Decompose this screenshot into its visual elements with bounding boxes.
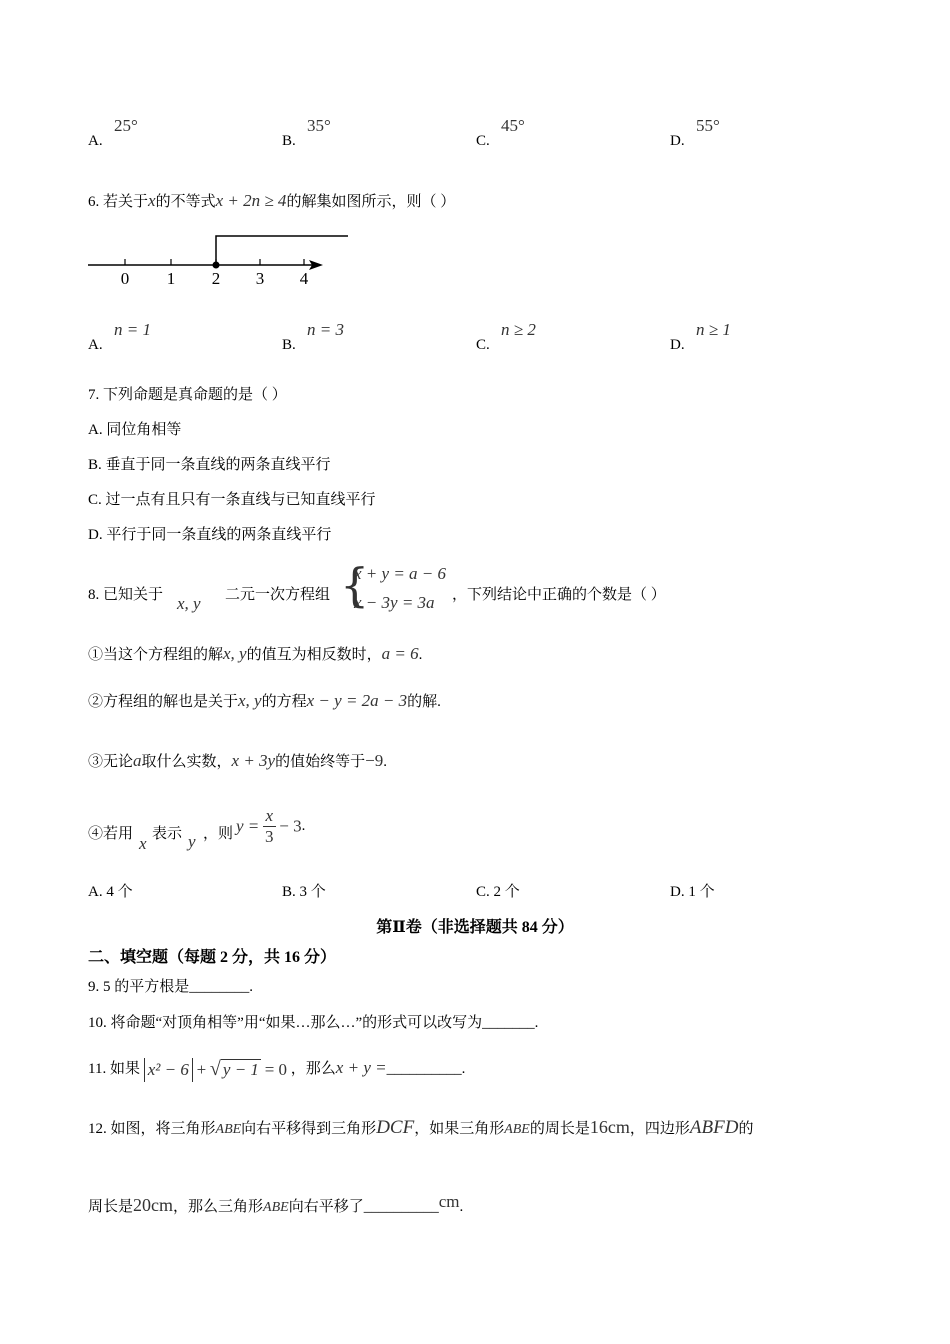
q6-stem xyxy=(88,190,455,211)
q6-prefix: 6. 若关于 xyxy=(88,194,149,210)
s3-expression: x + 3y xyxy=(231,751,276,770)
q6-number-line xyxy=(85,228,355,292)
q8-s4-y: y xyxy=(188,832,196,851)
q6-inequality: x + 2n ≥ 4 xyxy=(215,191,287,210)
q12-line-2 xyxy=(88,1192,463,1216)
q8-vars: x, y xyxy=(177,594,201,613)
q11-ask: x + y = xyxy=(335,1058,387,1077)
system-brace-icon: { xyxy=(340,558,370,612)
q11-plus: + xyxy=(196,1059,207,1079)
q12-line-1 xyxy=(88,1117,753,1139)
q12-perimeter-1: 16cm xyxy=(589,1117,630,1137)
s3-var: a xyxy=(133,751,142,770)
q8-s4-text-b: 表示 xyxy=(152,826,183,842)
q6-option-a-letter: A. xyxy=(88,337,103,353)
q12-l1-f: 的 xyxy=(738,1121,754,1137)
section2-title: 二、填空题（每题 2 分，共 16 分） xyxy=(88,949,337,966)
q8-s4-text-a: ④若用 xyxy=(88,826,134,842)
s3-text-a: ③无论 xyxy=(88,754,134,770)
q6-option-d-letter: D. xyxy=(670,337,685,353)
q5-option-c-value: 45° xyxy=(501,116,525,135)
tick-label-1: 1 xyxy=(166,269,176,288)
q6-option-c-letter: C. xyxy=(476,337,490,353)
q12-dcf: DCF xyxy=(376,1117,415,1138)
s4-rest: − 3 xyxy=(279,816,302,836)
q12-abe-2: ABE xyxy=(504,1122,530,1137)
q11-blank: __________. xyxy=(386,1061,466,1077)
q6-option-b-value: n = 3 xyxy=(307,320,344,339)
s2-text-b: 的方程 xyxy=(261,694,307,710)
q7-option-a: A. 同位角相等 xyxy=(88,422,182,438)
q6-mid: 的不等式 xyxy=(155,194,216,210)
s4-denominator: 3 xyxy=(265,827,274,846)
q8-option-c: C. 2 个 xyxy=(476,884,520,900)
s4-lhs: y = xyxy=(236,816,260,836)
s2-equation: x − y = 2a − 3 xyxy=(306,691,408,710)
tick-label-3: 3 xyxy=(255,269,265,288)
s3-text-c: 的值始终等于 xyxy=(275,754,366,770)
s3-value: −9 xyxy=(365,751,384,770)
q5-option-b-letter: B. xyxy=(282,133,296,149)
q12-l2-a: 周长是 xyxy=(88,1199,134,1215)
q12-abfd: ABFD xyxy=(689,1117,739,1138)
q12-l1-d: 的周长是 xyxy=(529,1121,590,1137)
tick-label-2: 2 xyxy=(211,269,221,288)
tick-label-4: 4 xyxy=(299,269,309,288)
q8-statement-1 xyxy=(88,643,422,664)
q8-statement-2 xyxy=(88,690,441,711)
q6-option-c-value: n ≥ 2 xyxy=(501,320,536,339)
q11-equals-zero: = 0 xyxy=(264,1059,288,1079)
s4-numerator: x xyxy=(263,806,276,827)
s2-text-c: 的解. xyxy=(407,694,441,710)
q8-equation-2: x − 3y = 3a xyxy=(354,593,435,612)
solution-set-bracket xyxy=(216,236,348,265)
s1-text-a: ①当这个方程组的解 xyxy=(88,647,224,663)
q6-suffix: 的解集如图所示，则（ ） xyxy=(286,194,456,210)
absolute-value: x² − 6 xyxy=(144,1058,193,1082)
q11 xyxy=(88,1057,465,1082)
q8-statement-3 xyxy=(88,750,387,771)
q8-option-d: D. 1 个 xyxy=(670,884,715,900)
q8-equation-1: x + y = a − 6 xyxy=(354,564,447,583)
s3-end: . xyxy=(383,754,387,770)
s1-text-b: 的值互为相反数时， xyxy=(246,647,382,663)
q12-abe-3: ABE xyxy=(263,1200,289,1215)
q5-option-c-letter: C. xyxy=(476,133,490,149)
solution-start-dot xyxy=(213,262,220,269)
part2-title: 第Ⅱ卷（非选择题共 84 分） xyxy=(376,919,574,936)
q7-option-d: D. 平行于同一条直线的两条直线平行 xyxy=(88,527,332,543)
s4-end: . xyxy=(301,818,306,834)
q8-mid: 二元一次方程组 xyxy=(225,587,331,603)
q12-perimeter-2: 20cm xyxy=(133,1195,174,1215)
q8-suffix: ，下列结论中正确的个数是（ ） xyxy=(452,587,666,603)
q12-l2-end: . xyxy=(459,1199,464,1215)
q5-option-a-value: 25° xyxy=(114,116,138,135)
q6-option-a-value: n = 1 xyxy=(114,320,151,339)
q12-l1-a: 12. 如图，将三角形 xyxy=(88,1121,216,1137)
q6-option-d-value: n ≥ 1 xyxy=(696,320,731,339)
q7-option-c: C. 过一点有且只有一条直线与已知直线平行 xyxy=(88,492,376,508)
q5-option-b-value: 35° xyxy=(307,116,331,135)
s1-end: . xyxy=(418,647,423,663)
q12-l1-b: 向右平移得到三角形 xyxy=(241,1121,377,1137)
q12-l1-c: ，如果三角形 xyxy=(414,1121,505,1137)
sqrt-icon: √ xyxy=(209,1057,221,1080)
q6-option-b-letter: B. xyxy=(282,337,296,353)
s2-vars: x, y xyxy=(238,691,262,710)
q12-abe-1: ABE xyxy=(215,1122,242,1137)
q8-s4-formula xyxy=(236,806,305,847)
s4-fraction xyxy=(263,806,276,847)
q12-l1-e: ，四边形 xyxy=(629,1121,690,1137)
s3-text-b: 取什么实数， xyxy=(141,754,232,770)
tick-label-0: 0 xyxy=(120,269,130,288)
q8-option-b: B. 3 个 xyxy=(282,884,326,900)
q11-expression xyxy=(144,1058,287,1082)
q12-l2-b: ，那么三角形 xyxy=(173,1199,264,1215)
s2-text-a: ②方程组的解也是关于 xyxy=(88,694,239,710)
q5-option-a-letter: A. xyxy=(88,133,103,149)
s1-vars: x, y xyxy=(223,644,247,663)
q11-mid: ，那么 xyxy=(290,1061,336,1077)
q12-l2-c: 向右平移了__________ xyxy=(288,1199,439,1215)
q11-prefix: 11. 如果 xyxy=(88,1061,140,1077)
q12-unit: cm xyxy=(438,1192,460,1211)
q8-s4-x: x xyxy=(139,834,147,853)
q8-option-a: A. 4 个 xyxy=(88,884,133,900)
q6-var: x xyxy=(148,191,156,210)
s1-equation: a = 6 xyxy=(381,644,419,663)
q8-s4-text-c: ，则 xyxy=(203,826,234,842)
q5-option-d-value: 55° xyxy=(696,116,720,135)
q9: 9. 5 的平方根是________. xyxy=(88,979,254,995)
q8-prefix: 8. 已知关于 xyxy=(88,587,164,603)
q5-option-d-letter: D. xyxy=(670,133,685,149)
q7-option-b: B. 垂直于同一条直线的两条直线平行 xyxy=(88,457,331,473)
q10: 10. 将命题“对顶角相等”用“如果…那么…”的形式可以改写为_______. xyxy=(88,1015,539,1031)
sqrt-inner: y − 1 xyxy=(222,1059,259,1079)
q7-stem: 7. 下列命题是真命题的是（ ） xyxy=(88,387,287,403)
